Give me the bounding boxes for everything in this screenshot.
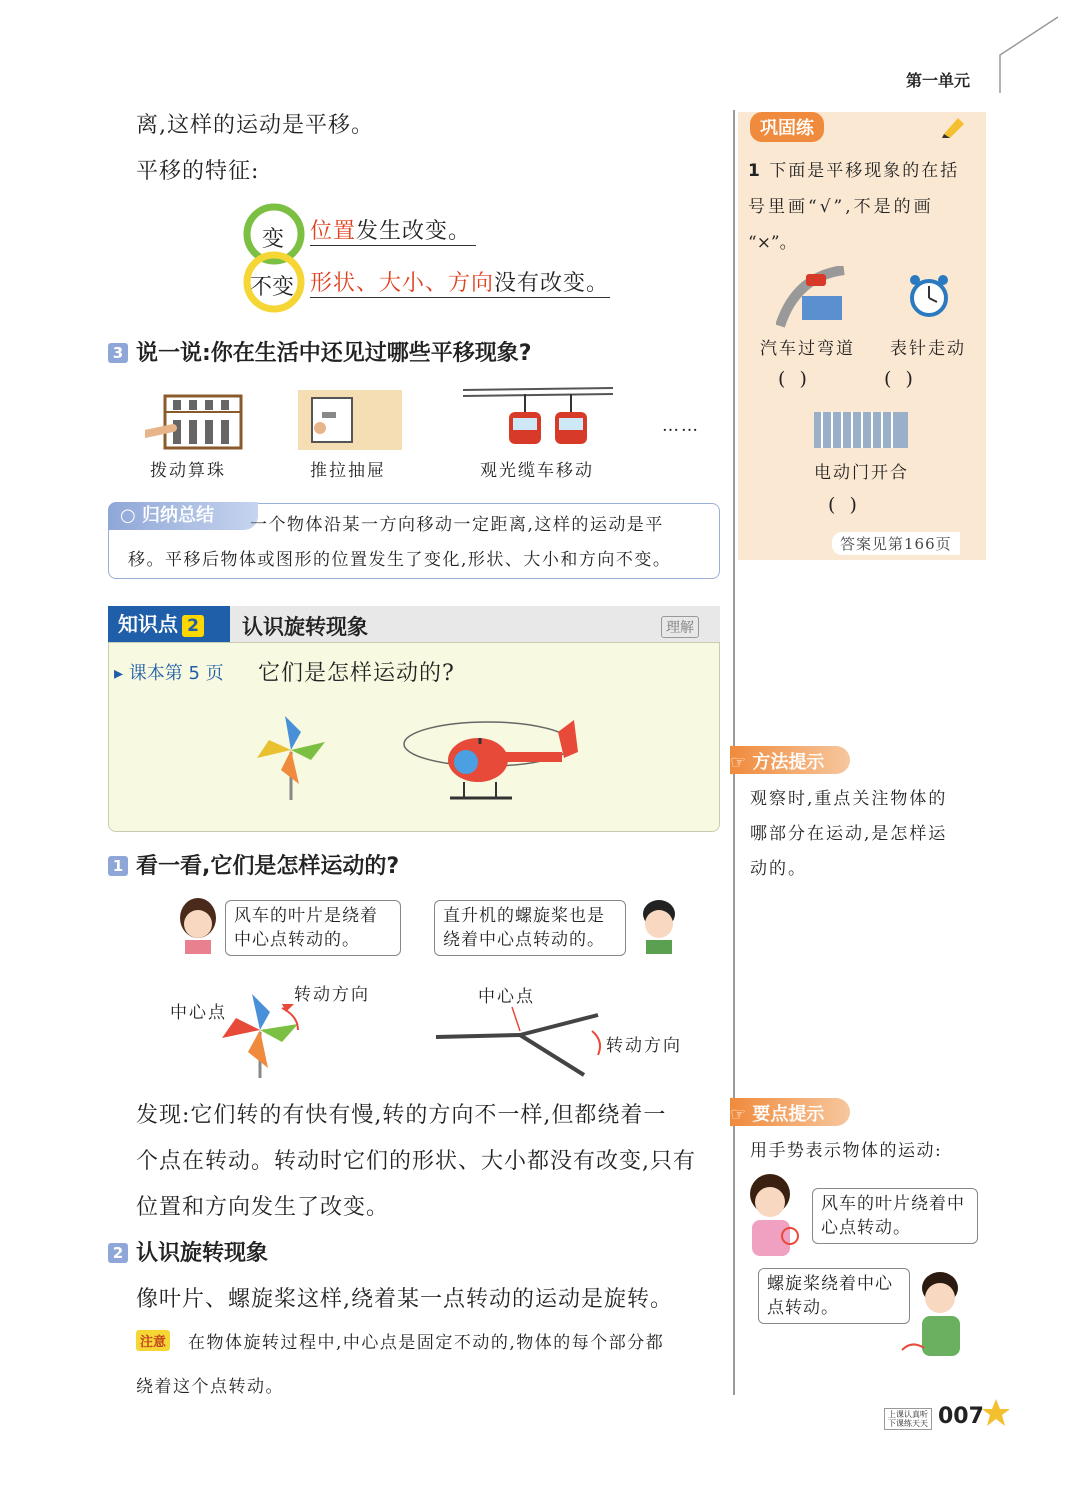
key-tip-bubble1 <box>812 1188 978 1244</box>
section1-heading <box>108 849 399 880</box>
finding-line3: 位置和方向发生了改变。 <box>136 1195 390 1220</box>
footer-slogan-line1: 上课认真听 <box>888 1410 928 1419</box>
method-tip-tag <box>730 748 824 774</box>
intro-line: 离,这样的运动是平移。 <box>136 113 374 138</box>
key-tip-bubble2-line1: 螺旋桨绕着中心 <box>767 1274 893 1294</box>
section3-badge: 3 <box>108 343 128 363</box>
key-tip-tag <box>730 1100 824 1126</box>
page-number: 007 <box>938 1404 984 1429</box>
key-tip-bubble1-line1: 风车的叶片绕着中 <box>821 1194 965 1214</box>
section2-heading <box>108 1236 268 1267</box>
ellipsis: …… <box>662 416 700 436</box>
textbook-ref-text: 课本第 5 页 <box>128 663 224 684</box>
boy-gesture-avatar <box>892 1270 978 1362</box>
summary-tag: ○ 归纳总结 <box>108 502 258 530</box>
girl-bubble-line2: 中心点转动的。 <box>234 930 360 950</box>
note-tag: 注意 <box>136 1330 170 1351</box>
textbook-question: 它们是怎样运动的? <box>258 661 455 686</box>
summary-line2: 移。平移后物体或图形的位置发生了变化,形状、大小和方向不变。 <box>128 550 672 570</box>
practice-q1: 下面是平移现象的在括 <box>769 161 960 181</box>
footer-slogan <box>884 1408 932 1430</box>
pinwheel-rotation-diagram <box>212 990 307 1078</box>
girl-bubble-line1: 风车的叶片是绕着 <box>234 906 378 926</box>
practice-item-gate: 电动门开合 <box>814 463 909 483</box>
label-direction-propeller: 转动方向 <box>606 1036 682 1056</box>
rotation-definition: 像叶片、螺旋桨这样,绕着某一点转动的运动是旋转。 <box>136 1287 673 1312</box>
section3-title: 说一说:你在生活中还见过哪些平移现象? <box>136 341 532 366</box>
feature-title: 平移的特征: <box>136 159 260 184</box>
caption-drawer: 推拉抽屉 <box>310 461 386 481</box>
method-tip-line3: 动的。 <box>750 859 807 879</box>
label-direction-pinwheel: 转动方向 <box>294 985 370 1005</box>
method-tip-line1: 观察时,重点关注物体的 <box>750 789 948 809</box>
note-line2: 绕着这个点转动。 <box>136 1377 284 1397</box>
change-label: 变 <box>262 227 285 252</box>
practice-number: 1 <box>748 161 762 181</box>
section2-title: 认识旋转现象 <box>136 1241 269 1266</box>
practice-item-clock: 表针走动 <box>890 339 966 359</box>
key-tip-bubble1-line2: 心点转动。 <box>821 1218 911 1238</box>
nochange-highlight: 形状、大小、方向 <box>310 271 495 296</box>
pencil-icon <box>940 114 966 138</box>
change-highlight: 位置 <box>310 219 357 244</box>
car-curve-icon <box>776 266 846 328</box>
change-text <box>310 214 476 246</box>
footer-slogan-line2: 下课练天天 <box>888 1419 928 1428</box>
method-tip-line2: 哪部分在运动,是怎样运 <box>750 824 948 844</box>
textbook-ref: ▸ 课本第 5 页 <box>114 663 224 684</box>
knowledge-number: 2 <box>182 615 204 637</box>
boy-bubble-line2: 绕着中心点转动的。 <box>443 930 605 950</box>
key-tip-bubble2-line2: 点转动。 <box>767 1298 839 1318</box>
propeller-rotation-diagram <box>434 1005 604 1077</box>
practice-item-car: 汽车过弯道 <box>760 339 855 359</box>
summary-line1: 一个物体沿某一方向移动一定距离,这样的运动是平 <box>250 515 664 535</box>
girl-gesture-avatar <box>744 1172 806 1258</box>
nochange-rest: 没有改变。 <box>494 271 610 296</box>
answer-blank-car[interactable]: ( ) <box>778 368 811 390</box>
answer-blank-clock[interactable]: ( ) <box>884 368 917 390</box>
abacus-icon <box>145 390 245 452</box>
girl-avatar <box>175 896 221 954</box>
key-tip-bubble2 <box>758 1268 910 1324</box>
answer-blank-gate[interactable]: ( ) <box>828 494 861 516</box>
knowledge-label <box>108 606 230 642</box>
summary-tag-label: 归纳总结 <box>141 505 214 526</box>
practice-tag: 巩固练 <box>750 112 824 142</box>
label-center-pinwheel: 中心点 <box>170 1003 227 1023</box>
key-tip-label: 要点提示 <box>752 1104 825 1125</box>
knowledge-level-badge: 理解 <box>661 616 699 638</box>
nochange-label: 不变 <box>250 275 295 300</box>
helicopter-icon <box>402 702 590 808</box>
practice-question-line3: “×”。 <box>748 233 797 253</box>
girl-speech-bubble <box>225 900 401 956</box>
section1-badge: 1 <box>108 856 128 876</box>
knowledge-label-text: 知识点 <box>118 612 178 636</box>
drawer-icon <box>298 388 404 452</box>
nochange-text <box>310 266 610 298</box>
boy-bubble-line1: 直升机的螺旋桨也是 <box>443 906 605 926</box>
key-tip-line1: 用手势表示物体的运动: <box>750 1141 943 1161</box>
change-rest: 发生改变。 <box>356 219 472 244</box>
caption-abacus: 拨动算珠 <box>150 461 226 481</box>
answer-reference: 答案见第166页 <box>832 532 960 555</box>
practice-question-line1 <box>748 156 959 181</box>
hand-pointer-icon: ☞ <box>730 1104 747 1125</box>
caption-cable-car: 观光缆车移动 <box>480 461 594 481</box>
star-mascot-icon <box>982 1398 1010 1428</box>
page-corner-decoration <box>998 15 1060 93</box>
boy-avatar <box>636 896 682 954</box>
knowledge-title: 认识旋转现象 <box>242 615 368 639</box>
boy-speech-bubble <box>434 900 626 956</box>
note-line1: 在物体旋转过程中,中心点是固定不动的,物体的每个部分都 <box>188 1333 665 1353</box>
hand-pointer-icon: ☞ <box>730 752 747 773</box>
cable-car-icon <box>463 384 613 454</box>
section2-badge: 2 <box>108 1243 128 1263</box>
electric-gate-icon <box>814 410 908 450</box>
pinwheel-icon <box>255 712 330 802</box>
finding-line1: 发现:它们转的有快有慢,转的方向不一样,但都绕着一 <box>136 1103 667 1128</box>
finding-line2: 个点在转动。转动时它们的形状、大小都没有改变,只有 <box>136 1149 696 1174</box>
label-center-propeller: 中心点 <box>478 987 535 1007</box>
section1-title: 看一看,它们是怎样运动的? <box>136 854 400 879</box>
method-tip-label: 方法提示 <box>752 752 825 773</box>
practice-question-line2: 号里画“√”,不是的画 <box>748 197 934 217</box>
alarm-clock-icon <box>906 272 952 320</box>
unit-label: 第一单元 <box>906 71 971 90</box>
section3-heading <box>108 336 532 367</box>
